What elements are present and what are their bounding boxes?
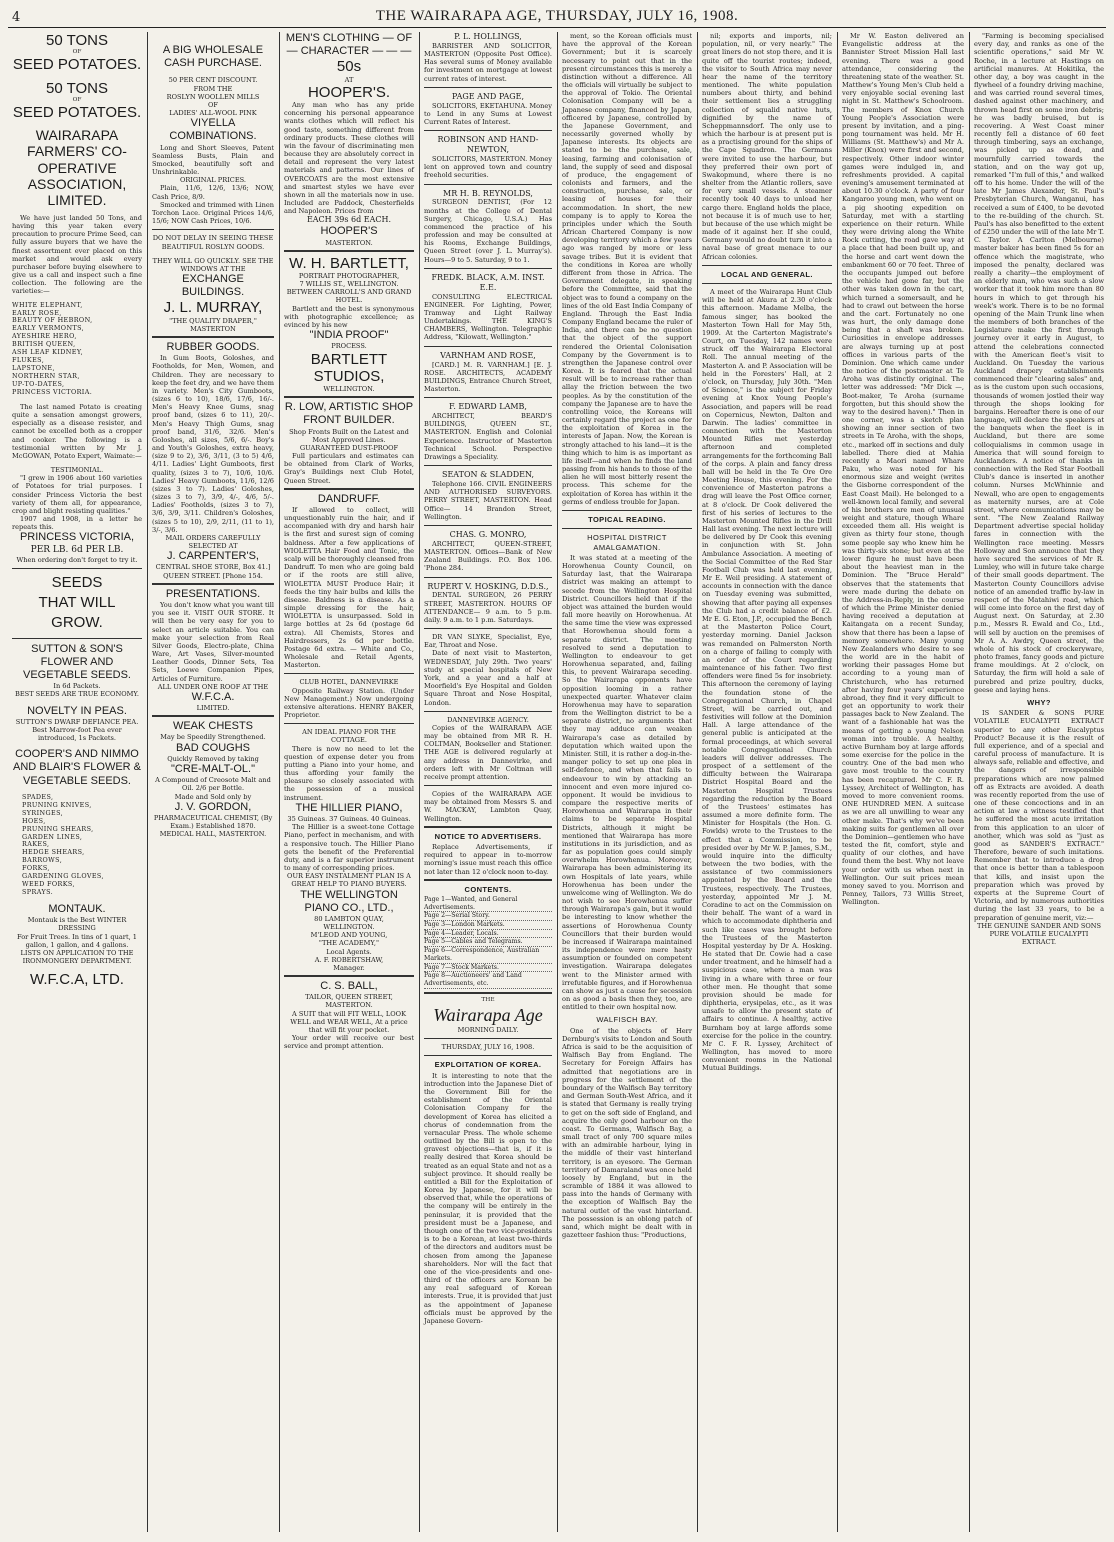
ad-text: 80 LAMBTON QUAY, [314, 914, 384, 923]
price: 50s [336, 58, 362, 76]
ad-text: A. F. ROBERTSHAW, [314, 955, 384, 964]
ad-text: SURGEON DENTIST, (For 12 months at the College of Dental Surgery, Chicago, U.S.A.) Has commenced the practice of his profession and may be consulted at his Rooms, Exchange Buildings, Queen Street (over J. L. Murray's). Hours—9 to 5. Saturday, 9 to 1. [424, 198, 552, 264]
ad-text: ROSLYN WOOLLEN MILLS [166, 92, 260, 101]
advertiser-name: HOOPER'S [320, 225, 378, 238]
article-headline: EXPLOITATION OF KOREA. [434, 1060, 542, 1070]
ad-text: DO NOT DELAY IN SEEING THESE BEAUTIFUL ROSLYN GOODS. [152, 234, 274, 251]
advertiser-name: ROBINSON AND HAND-NEWTON, [437, 135, 539, 155]
ad-heading: 50 TONS [46, 32, 108, 49]
article-headline: HOSPITAL DISTRICT AMALGAMATION. [587, 533, 667, 552]
list-item: PRUNING SHEARS, [22, 824, 94, 833]
masthead [8, 6, 1106, 28]
column-5 [558, 32, 696, 1537]
column-7 [838, 32, 968, 1537]
ad-text: LADIES' ALL-WOOL PINK [169, 109, 257, 118]
nameplate: Wairarapa Age [433, 1004, 543, 1025]
advertiser-name: MR H. B. REYNOLDS, [443, 188, 533, 198]
ad-text: The last named Potato is creating quite a sensation amongst growers, especially as a disease resister, and cannot be excelled both as a cropper and cooker. The following is a testimonial written by Mr J. McGOWAN, Potato Expert, Waimate:— [12, 402, 142, 460]
list-item: PRUNING KNIVES, [22, 800, 92, 809]
product-name: "CRE-MALT-OL." [170, 762, 255, 775]
ad-text: Telephone 166. CIVIL ENGINEERS AND AUTHORISED SURVEYORS. PERRY STREET, MASTERTON. Head Office— 14 Brandon Street, Wellington. [424, 480, 552, 521]
advertiser-name: THE WELLINGTON PIANO CO., LTD., [300, 888, 398, 914]
ad-text: You don't know what you want till you see it. VISIT OUR STORE. It will then be very easy for you to select an article suitable. You can make your selection from Real Silver Goods, Electro-plate, China Ware, Art Vases, Silver-mounted Leather Goods, Dinner Sets, Tea Sets, Loewe Companion Pipes, Articles of Furniture. [152, 601, 274, 683]
list-item: GARDENING GLOVES, [22, 872, 104, 881]
ad-text: Shop Fronts Built on the Latest and Most Approved Lines. [289, 427, 409, 444]
advertiser-name: P. L. HOLLINGS, [454, 32, 522, 41]
ad-text: Any man who has any pride concerning his personal appearance wants clothes which will reflect his good taste, something different from ordinary products. These clothes will win the favour of discriminating men because they are absolutely correct in detail and represent the very latest materials and patterns. Our lines of OVERCOATS are the most extensive and smartest styles we have ever shown in all the materials now in use. Included are Paddock, Chesterfields and Napoleon. Prices from [284, 101, 414, 216]
ad-text: THE GENUINE SANDER AND SONS PURE VOLATILE EUCALYPTI EXTRACT. [976, 921, 1102, 947]
article-body: ment, so the Korean officials must have the approval of the Korean Government; but it is scarcely necessary to point out that in the present circumstances this is merely a distinction without a difference. All the officials will virtually be subject to the approval of Tokio. The Oriental Colonisation Company will be a Japanese company, financed by Japan, officered by Japanese, controlled by the Japanese Government, and necessarily governed wholly by Japanese interests. Its objects are stated to be the purchase, sale, leasing, farming and colonisation of land, the supply of seed and disposal of produce, the engagement of colonists and farmers, and the construction, purchase, sale, or leasing of houses for their accommodation. In short, the new company is to apply to Korea the principles under which the South African Chartered Company is now developing territory which a few years ago was ranged by more or less savage tribes. But it is evident that the conditions in Korea are wholly different from those in Africa. The Government delegate, in speaking before the Committee, said that the object was to found a company on the lines of the old East India Company of England. Through the East India Company England became the ruler of India, and there can be no question that the object of the support rendered the Oriental Colonisation Company by the Government is to strengthen the Japanese control over Korea. It is feared that the actual result will be to increase rather than allay the friction between the two peoples. As by the constitution of the company the Japanese are to have the controlling voice, the Koreans will certainly regard the project as one for the exploitation of Korea in the interests of Japan. Now, the Korean is strongly attached to his land—it is the thing which to him is as important as life itself—and when he finds the land passing from his hands to those of the alien he will most bitterly resent the process. This scheme for the exploitation of Korea has within it the germs of endless trouble for Japan. [562, 32, 692, 506]
ad-text: OUR EASY INSTALMENT PLAN IS A GREAT HELP TO PIANO BUYERS. [287, 872, 411, 889]
ad-heading: SEEDS THAT WILL GROW. [38, 573, 116, 632]
section-heading: NOTICE TO ADVERTISERS. [434, 831, 542, 841]
advertiser-name: RUPERT V. HOSKING, D.D.S., [427, 581, 549, 591]
contents-item: Page 3—London Markets. [424, 921, 552, 930]
testimonial-text: "I grew in 1906 about 160 varieties of Potatoes for trial purposes. I consider Princess Victoria the best variety of them all, for appearance, crop and blight resisting qualities." [12, 474, 142, 515]
contents-item: Page 8—Auctioneers' and Land Advertisements, etc. [424, 972, 552, 988]
ad-text: Montauk is the Best WINTER DRESSING [27, 916, 127, 933]
list-item: BRITISH QUEEN, [12, 340, 76, 349]
ad-text: CONSULTING ELECTRICAL ENGINEER. For Lighting, Power, Tramway and Light Railway Undertakings. THE KING'S CHAMBERS, Wellington. Telegraphic Address, "Kilowatt, Wellington." [424, 292, 552, 342]
contents-list [424, 896, 552, 989]
list-item: RAKES, [22, 840, 50, 849]
article-body: It is interesting to note that the introduction into the Japanese Diet of the Government Bill for the establishment of the Oriental Colonisation Company for the development of Korea has elicited a chorus of condemnation from the vernacular Press. The whole scheme outlined by the Bill is open to the gravest objections—that is, if it is really desired that Korea should be treated as an equal State and not as a subject province. It should really be entitled a Bill for the Exploitation of Korea by Japanese, for it will be observed that, while the operations of the company will be entirely in the peninsular, it is provided that the president must be a Japanese, and though one of the two vice-presidents is to be a Korean, at least two-thirds of the directors and auditors must be chosen from among the Japanese shareholders. Nor will the fact that one of the vice-presidents and one-third of the officers are Korean be any real safeguard of Korean interests. True, it is provided that just as the appointment of Japanese officials must be approved by the Japanese Govern- [424, 1071, 552, 1325]
contents-item: Page 4—Leader, Locals. [424, 930, 552, 939]
ad-text: OF [72, 49, 82, 56]
ad-text: Replace Advertisements, if required to appear in to-morrow morning's issue must reach this office not later than 12 o'clock noon to-day. [424, 843, 552, 876]
column-6 [698, 32, 836, 1537]
ad-text: MEDICAL HALL, MASTERTON. [159, 830, 267, 839]
ad-text: LISTS ON APPLICATION TO THE IRONMONGERY DEPARTMENT. [20, 948, 134, 966]
ad-text: GUARANTEED DUST-PROOF [299, 443, 399, 452]
column-2 [148, 32, 278, 1537]
ad-text: Date of next visit to Masterton, WEDNESDAY, July 29th. Two years' study at special hospitals of New York, and a year and a half at Moorfield's Eye Hospital and Golden Square Throat and Nose Hospital, London. [424, 649, 552, 707]
ad-text: FROM THE [193, 84, 233, 93]
article-body: Mr W. Easton delivered an Evangelistic address at the Bannister Street Mission Hall last evening. There was a good attendance, considering the threatening state of the weather. St. Matthew's Young Men's Club held a very enjoyable social evening last night in St. Matthew's Schoolroom. The members of Knox Church Young People's Association were present by invitation, and a ping-pong tournament was held. Mr H. Williams (St. Matthew's) and Mr A. Miller (Knox) were first and second, respectively. Other indoor winter games were indulged in, and refreshments provided. A capital evening's amusement terminated at about 10.30 o'clock. A party of four Kangaroo young men, who went on a pig shooting expedition on Saturday, met with a startling experience on their return. While they were driving along the White Rock cutting, the road gave way at a place that had been built up, and the horse and cart went down the embankment 60 or 70 feet. Three of the occupants jumped out before the vehicle had gone far, but the other was taken down in the cart, which turned a somersault, and he had to crawl out between the horse and the cart. Fortunately no one was hurt, the only damage done being that a shaft was broken. Curiosities in envelope addresses are always turning up at post offices in various parts of the Dominion. One which came under the notice of the postmaster at Te Aroha was distinctly original. The letter was addressed: "Mr Dick —, Boot-maker, Te Aroha (surname forgotten, but this should show the way to the desired haven)." Then in one corner, was a sketch plan showing an inner section of two streets in Te Aroha, with the shops, etc., marked off in sections and duly labelled. There died at Mahia recently a Maori named Whare Paku, who was noted for his enormous size and weight (writes the Gisborne correspondent of the East Coast Mail). He belonged to a well-known local family, and several of his brothers are men of unusual weight and stature, though Whare exceeded them all. His weight is given as thirty four stone, though some people say who knew him he was thirty-six stone; but even at the lower figure he must have been about the heaviest man in the Dominion. The "Bruce Herald" observes that the statements that were made during the debate on the Address-in-Reply, in the course of which the Prime Minister denied having received a deputation at Kaitangata on a recent Sunday, show that there has been a lapse of memory somewhere. Many young New Zealanders who desire to see the world are in the habit of working their passages Home but according to a young man of Christchurch, who has returned after having four years' experience abroad, they find it very difficult to get an opportunity to work their passages back to New Zealand. The want of a fashionable hat was the means of getting a young Nelson woman into trouble. A healthy, active Burnham boy at large affords some exercise for the police in the country. One of the bad men who gave most trouble to the country has been recaptured. Mr C. F. R. Lyssey, Architect of Wellington, has moved to more convenient rooms. ONE HUNDRED MEN. A suitcase as we are all unwilling to wear any other make. That's why we've been making suits for gentlemen all over the Dominion—gentlemen who have tested the fit, comfort, style and quality of our clothes, and have found them the best. Why not leave your order with us when next in Wellington. Our suit prices mean money saved to you. Morrison and Penney, Tailors, 73 Willis Street, Wellington. [842, 32, 964, 907]
product-name: "INDIA PROOF" [309, 329, 389, 342]
section-heading: CONTENTS. [464, 884, 512, 894]
list-item: AYESHIRE HERO, [12, 332, 77, 341]
ad-heading: WEAK CHESTS [172, 720, 254, 733]
ad-text: MASTERTON [190, 324, 236, 333]
article-headline: WALFISCH BAY. [596, 1015, 658, 1025]
ad-text: M'LEOD AND YOUNG, [310, 931, 388, 940]
ad-text: In Gum Boots, Goloshes, and Footholds, for Men, Women, and Children. They are necessary to keep the feet dry, and we have them in variety. Men's City Gumboots, (sizes 6 to 10), 18/6, 17/6, 16/-. Men's Heavy Knee Gums, snag proof band, (sizes 6 to 11), 20/-. Men's Heavy Thigh Gums, snag proof band, 31/6, 32/6. Men's Goloshes, all sizes, 5/6, 6/-. Boy's and Youth's Goloshes, extra heavy, (size 9 to 2), 3/6, 3/11, (3 to 5) 4/6, 4/11. Ladies' Light Gumboots, first quality, (sizes 3 to 7), 10/6, 10/6. Ladies' Heavy Gumboots, 11/6, 12/6 (sizes 3 to 7). Ladies' Goloshes, (sizes 3 to 7), 3/9, 4/-, 4/6, 5/-. Ladies' Footholds, (sizes 3 to 7), 3/6, 3/9, 3/11. Children's Goloshes, (sizes 5 to 10), 2/9, 2/11, (11 to 1), 3/-, 3/6. [152, 354, 274, 534]
contents-item: Page 6—Correspondence, Australian Markets. [424, 947, 552, 963]
ad-heading: A BIG WHOLESALE CASH PURCHASE. [162, 44, 264, 70]
ad-text: PROCESS. [331, 342, 367, 351]
advertiser-name: W. H. BARTLETT, [289, 254, 409, 272]
ad-text: A SUIT that will FIT WELL, LOOK WELL and WEAR WELL, At a price that will fit your pocket. [290, 1009, 408, 1034]
list-item: FORKS, [22, 864, 50, 873]
price: 35 Guineas. 37 Guineas. 40 Guineas. [287, 815, 411, 823]
list-item: SPADES, [22, 792, 54, 801]
ad-heading: 50 TONS [46, 79, 108, 97]
ad-heading: BAD COUGHS [176, 741, 250, 754]
advertiser-name: C. S. BALL, [320, 980, 378, 993]
list-item: NORTHERN STAR, [12, 372, 80, 380]
ad-text: Copies of the WAIRARAPA AGE may be obtained from Messrs S. and W. MACKAY, Lambton Quay, Wellington. [424, 790, 552, 823]
ad-text: There is now no need to let the question of expense deter you from putting a Piano into your home, and thus affording your family the pleasure so closely associated with the possession of a musical instrument. [284, 744, 414, 802]
ad-text: [CARD.] M. R. VARNHAM.] [E. J. ROSE. ARCHITECTS, ACADEMY BUILDINGS, Entrance Church Street, Masterton. [424, 360, 552, 394]
contents-item: Page 5—Cables and Telegrams. [424, 938, 552, 947]
article-body: "Farming is becoming specialised every day, and ranks as one of the scientific operations," said Mr W. Roche, in a lecture at Hastings on artificial manures. At Hokitika, the other day, a boy was caught in the flywheel of a foundry driving machine, and was carried round several times, dashed against other machinery, and thrown head first on some iron debris; he was badly bruised, but is recovering. A West Coast miner recently fell a distance of 60 feet through timbering, says an exchange, was picked up as dead, and mournfully carried towards the station, and on the way got up, remarked "I'm full of this," and walked off to his home. Under the will of the late Mr James Alexander, St. Paul's Presbyterian Church, Wanganui, has received a sum of £400, to be devoted to the re-building of the church. St. Paul's has also benefitted to the extent of £250 under the will of the late Mr T. C. Taylor. A Carlton (Melbourne) master baker has been fined 5s for an offence which the magistrate, who imposed the penalty, declared was really a charity—the employment of an elderly man, who was such a slow worker that it took him more than 80 hours in which to get through his week's work. There is to be no formal opening of the Main Trunk line when the members of both branches of the Legislature make the first through journey over it early in August, to attend the celebrations connected with the American fleet's visit to Auckland. On Tuesday the various Auckland drapery establishments commenced their "clearing sales" and, as is the custom upon such occasions, thousands of women jostled their way through the shops looking for bargains. Hereafter there is one of our language, will declare the speakers at the banquets when the fleet is in Auckland, but there are some colloquialisms in common usage in America that will sound foreign to Aucklanders. A notice of thanks in connection with the Red Star Football Club's dance is inserted in another column. Nurses McWhinnie and Newall, who are open to engagements as maternity nurses, are at Cole street, where communications may be sent. "The New Zealand Railway Department advertise special holiday fares in connection with the Wellington race meeting. Messrs Holloway and Son announce that they have secured the services of Mr R. Lumley, who will in future take charge of their small goods department. The Masterton County Councillors advise notice of an amended traffic by-law in respect of the Matahiwi road, which will come into force on the first day of August next. On Saturday, at 2.30 p.m., Messrs R. Ewald and Co., Ltd., will sell by auction on the premises of Mr A. A. Awdry, Queen street, the whole of his stock of crockeryware, photo frames, fancy goods and picture frame mouldings. At 2 o'clock, on Saturday, the firm will hold a sale of purebred and prize poultry, ducks, geese and laying hens. [974, 32, 1104, 694]
article-body: nil; exports and imports, nil; population, nil, or very nearly." The great liners do not stop there, and it is quite off the tourist routes; indeed, the visitor to South Africa may never hear the name of the territory mentioned. The white population numbers about thirty, and behind their settlement lies a struggling collection of squalid native huts, dignified by the name of Scheppmannsdorf. The only use to which the harbour is at present put is as a practising ground for the ships of the Cape Squadron. The Germans were invited to use the harbour, but they preferred their own port of Swakopmund, where there is no shelter from the Atlantic rollers, save for very small vessels. A steamer recently took 40 days to unload her cargo there. England holds the place, not because it is of much use to her, but because of the use which might be made of it against her. If she could, Germany would no doubt turn it into a naval base of great menace to our African colonies. [702, 32, 832, 261]
ad-text: If allowed to collect, will unquestionably ruin the hair, and if accompanied with dry and harsh hair is the first and surest sign of coming baldness. After a few applications of WIOLETTA Hair Food and Tonic, the scalp will be thoroughly cleansed from Dandruff. To men who are going bald or if the roots are still alive, WIOLETTA MUST Produce Hair; it feeds the tiny hair bulbs and kills the disease. Baldness is a disease. As a simple dressing for the hair, WIOLETTA is unsurpassed. Sold in large bottles at 2s 6d (postage 6d extra). All Chemists, Stores and Hairdressers, 2s 6d per bottle. Postage 6d extra. — White and Co., Wholesale and Retail Agents, Masterton. [284, 505, 414, 670]
ad-text: SOLICITORS, EKETAHUNA. Money to Lend in any Sums at Lowest Current Rates of Interest. [424, 101, 552, 127]
ad-text: MAIL ORDERS CAREFULLY SELECTED AT [165, 533, 261, 551]
ad-text: IS SANDER & SONS PURE VOLATILE EUCALYPTI EXTRACT superior to any other Eucalyptus Product? Because it is the result of full experience, and of a special and careful process of manufacture. It is always safe, reliable and effective, and the dangers of irresponsible preparations which are now palmed off as Extracts are avoided. A death was recently reported from the use of one of these concoctions and in an action at law a witness testified that he suffered the most acute irritation from this application to an ulcer of another, which was sold as "just as good as SANDER'S EXTRACT." Therefore, beware of such imitations. Remember that to introduce a drop that once is better than a tablespoon that kills, and insist upon the preparation which was proved by experts at the Supreme Court of Victoria, and by numerous authorities during the last 33 years, to be a preparation of genuine merit, viz:— [974, 709, 1104, 922]
list-item: ASH LEAF KIDNEY, [12, 348, 84, 357]
list-item: WHITE ELEPHANT, [12, 300, 83, 309]
ad-text: Opposite Railway Station. (Under New Management.) Now undergoing extensive alterations. HENRY BAKER, Proprietor. [284, 686, 414, 720]
ad-heading: MEN'S CLOTHING — OF — CHARACTER — — — [285, 32, 413, 58]
list-item: SYRINGES, [22, 808, 64, 817]
ad-subheading: DANNEVIRKE AGENCY. [447, 715, 529, 724]
ad-text: SUTTON'S DWARF DEFIANCE PEA. [15, 717, 139, 726]
ad-text: 1907 and 1908, in a letter he repeats this. [12, 515, 142, 532]
ad-heading: VIYELLA COMBINATIONS. [169, 117, 257, 143]
ad-text: Quickly Removed by taking [167, 754, 259, 763]
column-3 [280, 32, 418, 1537]
ad-text: ORIGINAL PRICES. [179, 176, 247, 185]
advertiser-name: W.F.C.A, LTD. [30, 971, 124, 989]
ad-text: BARRISTER AND SOLICITOR, MASTERTON (Opposite Post Office). Has several sums of Money available for investment on mortgage at lowest current rates of interest. [424, 41, 552, 83]
list-item: UP-TO-DATES, [12, 379, 65, 388]
variety-list [12, 302, 142, 397]
ad-text: Local Agents. [326, 947, 372, 956]
ad-text: BEST SEEDS ARE TRUE ECONOMY. [15, 690, 139, 699]
ad-heading: MONTAUK. [48, 903, 106, 916]
page-number: 4 [12, 10, 21, 25]
advertiser-name: WAIRARAPA FARMERS' CO-OPERATIVE ASSOCIATION, LIMITED. [27, 127, 127, 208]
article-body: One of the objects of Herr Dernburg's visits to London and South Africa is said to be the acquisition of Walfisch Bay from England. The Secretary for Foreign Affairs has admitted that negotiations are in progress for the settlement of the boundary of the Walfisch Bay territory and German South-West Africa, and it is stated that Germany is really trying to get on the soft side of England, and acquire the only good harbour on the coast. To Germans, Walfisch Bay, a small tract of only 700 square miles with an admirable harbour, lying in the middle of their vast hinterland territory, is an eyesore. The German territory of Damaraland was once held loosely by England, but in the scramble of 1884 it was allowed to pass into the hands of Germany with the exception of Walfisch Bay the natural outlet of the vast hinterland. The possession is an oblong patch of sand, which might be dealt with in gazetteer fashion thus: "Productions, [562, 1026, 692, 1240]
list-item: PRINCESS VICTORIA. [12, 387, 93, 396]
ad-heading: EXCHANGE BUILDINGS. [181, 273, 245, 299]
ad-text: AT [344, 75, 354, 84]
list-item: BEAUTY OF HEBRON, [12, 316, 93, 325]
ad-text: Long and Short Sleeves, Patent Seamless Busts, Plain and Smocked, beautifully soft and Unshrinkable. [152, 143, 274, 177]
ad-heading: SEED POTATOES. [12, 104, 142, 122]
ad-text: Copies of the WAIRARAPA AGE may be obtained from MR R. H. COLTMAN, Bookseller and Stationer. THE AGE is delivered regularly at any address in Dannevirke, and orders left with Mr Coltman will receive prompt attention. [424, 723, 552, 781]
ad-text: OF [208, 100, 218, 109]
nameplate-text: MORNING DAILY. [457, 1026, 519, 1035]
price: EACH 39s 6d EACH. [306, 215, 392, 225]
ad-text: A Compound of Creosote Malt and Oil. 2/6 per Bottle. [155, 776, 271, 793]
ad-text: PHARMACEUTICAL CHEMIST, (By Exam.) Established 1870. [153, 813, 273, 831]
ad-text: THEY WILL GO QUICKLY. SEE THE WINDOWS AT THE [152, 256, 274, 273]
ad-text: We have just landed 50 Tons, and having this year taken every precaution to procure Prime Seed, can fully assure buyers that we have the finest assortment ever placed on this market and would ask every purchaser before buying elsewhere to give us a call and inspect such a fine collection. The following are the varieties:— [12, 213, 142, 296]
advertiser-name: PAGE AND PAGE, [451, 91, 525, 101]
section-heading: TOPICAL READING. [588, 514, 666, 524]
ad-heading: COOPER'S AND NIMMO AND BLAIR'S FLOWER & VEGETABLE SEEDS. [12, 748, 141, 787]
ad-text: WELLINGTON. [323, 385, 375, 394]
ad-text: SOLICITORS, MASTERTON. Money lent on approved town and country freehold securities. [424, 155, 552, 180]
list-item: HEDGE SHEARS, [22, 848, 85, 857]
contents-item: Page 1—Wanted, and General Advertisements. [424, 896, 552, 912]
article-body: It was stated at a meeting of the Horowhenua County Council, on Saturday last, that the Wairarapa district was making an attempt to secede from the Wellington Hospital District. Councillors held that if the object was attained the burden would fall more heavily on Horowhenua. At the same time the view was expressed that Horowhenua should form a separate district. The meeting resolved to send a deputation to Wellington to endeavour to get Horowhenua separated, and, failing this, to prevent Wairarapa seceding. So the Wairarapa opponents have opposition looming in a rather unexpected quarter. Whatever claim Horowhenua may have to separation from the Wellington district to be a separate district, no arguments that they may adduce can weaken Wairarapa's case as detailed by deputation which waited upon the Minister. Still, it is rather a dog-in-the-manger policy to set up one plea in self-defence, and when that fails to endeavour to win by attacking an innocent and even more injured co-opponent. It would be invidious to compare the respective merits of Horowhenua and Wairarapa in their claims to be separate Hospital Districts, although it might be mentioned that Wairarapa has more institutions in its jurisdiction, and as far as population goes could simply overwhelm Horowhenua. Moreover, Wairarapa has been administering its own Hospitals of late years, while Horowhenua has been under the unwelcome wing of Wellington. We do not wish to see Horowhenua suffer through Wairarapa's gain, but it would be interesting to know whether the assertions of Horowhenua County Councillors that their burden would be increased if Wairarapa maintained its independence were mere hasty assumption or founded on competent investigation. Wairarapa delegates went to the Minister armed with irrefutable figures, and if Horowhenua can show as just a cause for secession on as good a basis then they, too, are entitled to their own hospital now. [562, 553, 692, 1012]
column-4 [420, 32, 556, 1537]
ad-heading: DANDRUFF. [317, 492, 381, 505]
tools-list [12, 794, 142, 897]
ad-text: Your order will receive our best service and prompt attention. [284, 1034, 414, 1051]
list-item: BARROWS, [22, 856, 63, 865]
ad-text: ALL UNDER ONE ROOF AT THE [157, 682, 269, 691]
ad-text: MASTERTON. [325, 238, 373, 247]
product-name: THE HILLIER PIANO, [295, 801, 403, 814]
advertiser-name: CHAS. G. MONRO, [449, 529, 527, 539]
ad-text: PORTRAIT PHOTOGRAPHER, [298, 271, 400, 280]
list-item: LAPSTONE, [12, 364, 55, 373]
ad-text: "THE QUALITY DRAPER," [169, 316, 257, 325]
ad-text: "THE ACADEMY," [318, 939, 380, 948]
column-8 [970, 32, 1108, 1537]
advertiser-name: BARTLETT STUDIOS, [310, 350, 388, 385]
ad-text: OF [72, 96, 82, 103]
advertiser-name: W.F.C.A. [191, 690, 235, 703]
ad-subheading: AN IDEAL PIANO FOR THE COTTAGE. [302, 728, 396, 745]
contents-item: Page 7—Stock Markets. [424, 964, 552, 973]
advertiser-name: J. L. MURRAY, [163, 299, 263, 317]
ad-text: ARCHITECT, QUEEN-STREET, MASTERTON. Offices—Bank of New Zealand Buildings. P.O. Box 106. 'Phone 284. [424, 539, 552, 573]
list-item: GARDEN LINES, [22, 832, 83, 841]
ad-text: Manager. [333, 963, 365, 972]
ad-text: Full particulars and estimates can be obtained from Clark of Works, Gray's Buildings next Club Hotel, Queen Street. [284, 452, 414, 485]
ad-heading: RUBBER GOODS. [166, 340, 260, 353]
advertiser-name: F. EDWARD LAMB, [449, 402, 527, 412]
issue-date: THURSDAY, JULY 16, 1908. [441, 1043, 535, 1052]
ad-text: CENTRAL SHOE STORE, Box 41.] QUEEN STREET. [Phone 154. [155, 563, 271, 580]
ad-text: Bartlett and the best is synonymous with photographic excellence; as evinced by his new [284, 304, 414, 329]
ad-subheading: CLUB HOTEL, DANNEVIRKE [299, 678, 399, 687]
ad-text: LIMITED. [196, 704, 230, 713]
ad-heading: PRESENTATIONS. [165, 587, 261, 600]
ad-text: The Hillier is a sweet-tone Cottage Piano, perfect in mechanism, and with a responsive touch. The Hillier Piano gets the benefit of the Preferential duty, and is a far superior instrument to many of corresponding prices. [284, 823, 414, 873]
contents-item: Page 2—Serial Story. [424, 912, 552, 921]
ad-heading: SUTTON & SON'S FLOWER AND VEGETABLE SEEDS. [22, 642, 131, 682]
list-item: EARLY VERMONTS, [12, 324, 85, 333]
ad-heading: PRINCESS VICTORIA, [19, 531, 135, 544]
ad-subheading: 50 PER CENT DISCOUNT. [168, 76, 258, 85]
ad-subheading: TESTIMONIAL. [50, 466, 104, 475]
advertiser-name: J. V. GORDON, [174, 800, 252, 813]
ad-text: DENTAL SURGEON, 26 PERRY STREET, MASTERTON. HOURS OF ATTENDANCE— 9 a.m. to 5 p.m. daily. 9 a.m. to 1 p.m. Saturdays. [424, 591, 552, 624]
ad-heading: NOVELTY IN PEAS. [27, 704, 127, 717]
ad-text: May be Speedily Strengthened. [160, 733, 266, 742]
ad-heading: SEED POTATOES. [12, 56, 142, 74]
list-item: FLUKES, [12, 356, 45, 365]
newspaper-title: THE WAIRARAPA AGE, THURSDAY, JULY 16, 1908. [375, 8, 739, 24]
column-1 [8, 32, 146, 1537]
ad-text: 7 WILLIS ST., WELLINGTON. BETWEEN CARROLL'S AND GRAND HOTEL. [286, 280, 412, 305]
advertiser-name: SEATON & SLADDEN, [441, 470, 535, 480]
nameplate-text: THE [481, 996, 495, 1003]
ad-text: In 6d Packets. [53, 682, 101, 691]
ad-text: Made and Sold only by [174, 792, 252, 801]
list-item: HOES, [22, 816, 46, 825]
ad-text: Best Marrow-foot Pea ever introduced, 1s Packets. [32, 725, 122, 743]
ad-text: WELLINGTON. [323, 923, 375, 932]
price: PER LB. 6d PER LB. [30, 544, 124, 555]
ad-text: Plain, 11/6, 12/6, 13/6; NOW, Cash Price, 8/9. [152, 184, 274, 201]
advertiser-name: VARNHAM AND ROSE, [440, 350, 536, 360]
advertiser-name: FREDK. BLACK, A.M. INST. E.E. [431, 272, 545, 292]
article-body: A meet of the Wairarapa Hunt Club will be held at Akura at 2.30 o'clock this afternoon. Madame Melba, the famous singer, has booked the Masterton Town Hall for May 5th, 1909. At the Carterton Magistrate's Court, on Tuesday, 142 names were struck off the Wairarapa Electoral Roll. The annual meeting of the Masterton A. and P. Association will be held in the Foresters' Hall, at 2 o'clock, on Thursday, July 30th. "Men of Science," is the subject for Friday evening at Knox Young People's Association, and papers will be read on Copernicus, Newton, Dalton and Darwin. The ladies' committee in connection with the Masterton Mounted Rifles met yesterday afternoon and completed arrangements for the forthcoming Ball of the corps. A plain and fancy dress ball will be held in the Te Ore Ore Meeting House, this evening. For the convenience of Masterton patrons a drag will leave the Post Office corner, at 8 o'clock. Dr Cook delivered the first of his series of lectures to the Masterton Mounted Rifles in the Drill Hall last evening. The next lecture will be delivered by Dr Cook this evening in conjunction with St. John Ambulance Association. A meeting of the Social Committee of the Red Star Football Club was held last evening, Mr E. Weil presiding. A statement of accounts in connection with the dance on Tuesday evening was submitted, showing that after paying all expenses the Club had a credit balance of £2. Mr E. G. Eton, J.P., occupied the Bench at the Masterton Police Court, yesterday morning. Daniel Jackson was remanded on Palmerston North on a charge of failing to comply with an order of the Court regarding maintenance of his father. Two first offenders were fined 5s for insobriety. This afternoon the ceremony of laying the foundation stone of the Congregational Church, in Chapel Street, will be carried out, and festivities will follow at the Dominion Hall. A large attendance of the general public is anticipated at the formal proceedings, at which several notable Congregational Church leaders will deliver addresses. The prospect of a settlement of the difficulty between the Wairarapa District Hospital Board and the Masterton Hospital Trustees regarding the reduction by the Board of the Trustees' estimates has assumed a more definite form. The Minister for Hospitals (the Hon. G. Fowlds) wrote to the Trustees to the effect that a Commission, to be presided over by Mr W. P. James, S.M., would inquire into the difficulty between the two bodies, with the assistance of two commissioners appointed by the Board and the Trustees, respectively. The Trustees, yesterday, appointed Mr J. M. Coradine to act on the Commission on their behalf. The want of a ward in which to accommodate diphtheria and such like cases was brought before the Trustees of the Masterton Hospital yesterday by Dr A. Hosking. He stated that Dr. Cowie had a case under treatment, and he himself had a suspicious case, where a man was living in a whare with three or four other men. He thought that some provision should be made for diphtheria, erysipelas, etc., as it was unsafe to allow the present state of affairs to continue. A healthy, active Burnham boy at large affords some exercise for the police in the country. Mr C. F. R. Lyssey, Architect of Wellington, has moved to more convenient rooms in the National Mutual Buildings. [702, 288, 832, 1073]
ad-text: TAILOR, QUEEN STREET, MASTERTON. [305, 993, 393, 1010]
list-item: SPRAYS. [22, 888, 54, 897]
ad-text: ARCHITECT, BEARD'S BUILDINGS, QUEEN ST., MASTERTON. English and Colonial Experience. Instructor of Masterton Technical School. Perspective Drawings a Speciality. [424, 412, 552, 461]
ad-heading: WHY? [1027, 697, 1051, 707]
advertiser-name: J. CARPENTER'S, [167, 550, 259, 563]
advertiser-name: HOOPER'S. [307, 83, 391, 101]
ad-text: DR VAN SLYKE, Specialist, Eye, Ear, Throat and Nose. [424, 633, 552, 650]
ad-text: When ordering don't forget to try it. [16, 555, 138, 564]
list-item: EARLY ROSE, [12, 308, 62, 317]
section-heading: LOCAL AND GENERAL. [721, 269, 813, 279]
ad-text: Smocked and trimmed with Linen Torchon Lace. Original Prices 14/6, 15/6; NOW Cash Prices, 10/6. [152, 200, 274, 226]
advertiser-name: R. LOW, ARTISTIC SHOP FRONT BUILDER. [284, 401, 414, 427]
ad-text: For Fruit Trees. In tins of 1 quart, 1 gallon, 1 gallon, and 4 gallons. [16, 932, 137, 949]
list-item: WEED FORKS, [22, 880, 75, 889]
